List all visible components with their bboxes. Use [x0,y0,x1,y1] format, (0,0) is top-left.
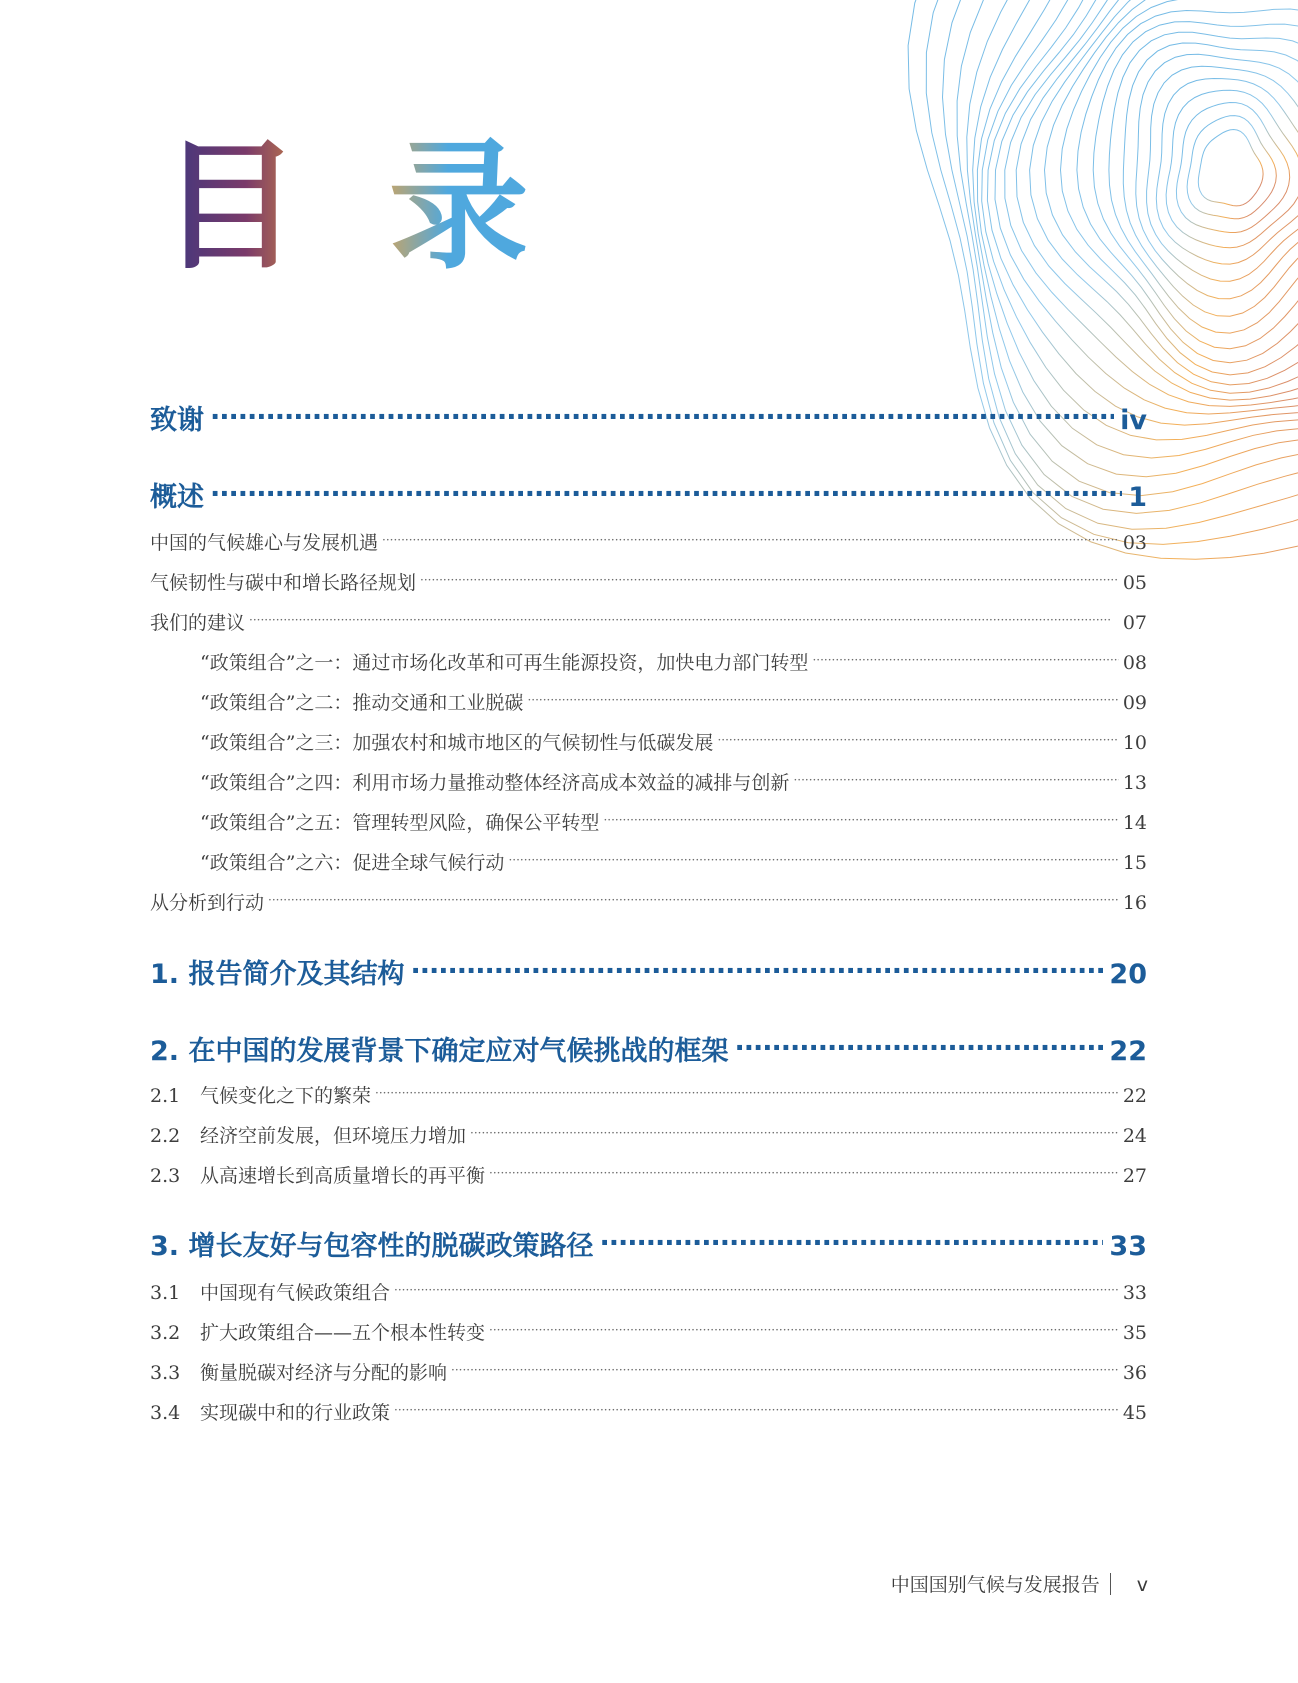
toc-entry[interactable] [150,1318,1147,1345]
toc-page-number: 36 [1122,1362,1147,1384]
toc-leader-dots [489,1163,1119,1182]
toc-leader-dots [451,1360,1119,1379]
toc-leader-dots [812,650,1118,669]
toc-leader-dots [375,1083,1119,1102]
toc-leader-dots [470,1123,1119,1142]
toc-entry-label [150,1318,485,1345]
toc-entry-label: 中国的气候雄心与发展机遇 [150,532,379,554]
toc-entry[interactable] [150,688,1147,715]
toc-entry[interactable] [150,1358,1147,1385]
section-number: 2.3 [150,1165,181,1187]
toc-entry[interactable] [150,648,1147,675]
toc-entry-label [150,1081,371,1108]
toc-entry[interactable] [150,568,1147,595]
toc-leader-dots [599,1228,1103,1255]
toc-page-number: 22 [1109,1036,1147,1067]
section-number: 3.4 [150,1402,181,1424]
toc-page-number: 27 [1122,1165,1147,1187]
toc-entry-label: 1. 报告简介及其结构 [150,959,405,990]
section-number: 2.1 [150,1085,181,1107]
toc-page-number: 33 [1109,1231,1147,1262]
contour-line [1123,43,1298,316]
toc-entry-label: 3. 增长友好与包容性的脱碳政策路径 [150,1231,594,1262]
toc-entry-label: 2. 在中国的发展背景下确定应对气候挑战的框架 [150,1036,729,1067]
toc-page-number: 08 [1122,652,1147,674]
page-title: 目 录 [160,126,549,289]
toc-leader-dots [210,402,1114,429]
toc-entry-label: 气候韧性与碳中和增长路径规划 [150,572,417,594]
toc-page-number: 24 [1122,1125,1147,1147]
toc-leader-dots [793,770,1118,789]
contour-line [1176,103,1289,233]
contour-line [1166,90,1298,248]
toc-entry[interactable] [150,528,1147,555]
toc-entry[interactable] [150,848,1147,875]
toc-entry-label [150,1161,485,1188]
section-title: 气候变化之下的繁荣 [200,1085,372,1107]
toc-entry-label [150,1121,466,1148]
toc-entry-chapter-3[interactable] [150,1224,1147,1263]
toc-page-number: 15 [1122,852,1147,874]
toc-entry-label: “政策组合”之二：推动交通和工业脱碳 [200,692,524,714]
section-title: 扩大政策组合——五个根本性转变 [200,1322,486,1344]
toc-entry[interactable] [150,728,1147,755]
toc-page-number: 07 [1122,612,1147,634]
toc-leader-dots [527,690,1118,709]
toc-entry[interactable] [150,1121,1147,1148]
footer-page-number: v [1136,1574,1148,1596]
toc-entry[interactable] [150,1398,1147,1425]
toc-page-number: 1 [1128,482,1147,513]
toc-page-number: 10 [1122,732,1147,754]
toc-entry-chapter-1[interactable] [150,952,1147,991]
toc-entry-label: “政策组合”之四：利用市场力量推动整体经济高成本效益的减排与创新 [200,772,790,794]
toc-leader-dots [382,530,1119,549]
toc-entry-label: 我们的建议 [150,612,246,634]
section-number: 3.3 [150,1362,181,1384]
section-number: 2.2 [150,1125,181,1147]
toc-page-number: iv [1120,405,1147,436]
toc-leader-dots [603,810,1118,829]
toc-page-number: 14 [1122,812,1147,834]
toc-entry[interactable] [150,1081,1147,1108]
toc-leader-dots [410,956,1103,983]
toc-entry[interactable] [150,768,1147,795]
toc-leader-dots [420,570,1119,589]
toc-entry-label: “政策组合”之六：促进全球气候行动 [200,852,505,874]
toc-page-number: 45 [1122,1402,1147,1424]
toc-page-number: 22 [1122,1085,1147,1107]
toc-leader-dots [268,890,1119,909]
toc-page-number: 33 [1122,1282,1147,1304]
toc-leader-dots [489,1320,1119,1339]
toc-entry[interactable] [150,808,1147,835]
toc-entry[interactable] [150,1161,1147,1188]
toc-page-number: 13 [1122,772,1147,794]
toc-entry-label: “政策组合”之五：管理转型风险，确保公平转型 [200,812,600,834]
section-title: 经济空前发展，但环境压力增加 [200,1125,467,1147]
contour-line [995,0,1298,414]
contour-line [943,0,1298,529]
section-number: 3.2 [150,1322,181,1344]
toc-entry[interactable] [150,888,1147,915]
toc-entry-acknowledgements[interactable] [150,398,1147,437]
toc-entry[interactable] [150,608,1147,635]
toc-entry-label [150,1358,447,1385]
toc-entry[interactable] [150,1278,1147,1305]
toc-leader-dots [717,730,1118,749]
toc-page-number: 35 [1122,1322,1147,1344]
toc-leader-dots [508,850,1118,869]
toc-leader-dots [210,479,1122,506]
toc-page-number: 09 [1122,692,1147,714]
toc-entry-label: 从分析到行动 [150,892,265,914]
toc-entry-label: 概述 [150,482,204,513]
toc-entry-label [150,1278,390,1305]
contour-line [1198,130,1263,206]
toc-entry-label: 致谢 [150,405,204,436]
toc-leader-dots [394,1400,1119,1419]
toc-leader-dots [249,610,1119,629]
contour-line [987,0,1298,425]
contour-line [977,0,1298,458]
toc-entry-label [150,1398,390,1425]
contour-line [1156,79,1298,265]
toc-page-number: 20 [1109,959,1147,990]
toc-page-number: 03 [1122,532,1147,554]
toc-leader-dots [394,1280,1119,1299]
section-title: 中国现有气候政策组合 [200,1282,391,1304]
section-title: 实现碳中和的行业政策 [200,1402,391,1424]
toc-entry-overview[interactable] [150,475,1147,514]
section-title: 衡量脱碳对经济与分配的影响 [200,1362,448,1384]
section-title: 从高速增长到高质量增长的再平衡 [200,1165,486,1187]
section-number: 3.1 [150,1282,181,1304]
toc-entry-label: “政策组合”之一：通过市场化改革和可再生能源投资，加快电力部门转型 [200,652,809,674]
page-footer [891,1570,1148,1597]
toc-page-number: 05 [1122,572,1147,594]
contour-line [1109,32,1298,333]
footer-divider [1110,1573,1111,1595]
toc-leader-dots [734,1033,1103,1060]
toc-entry-chapter-2[interactable] [150,1029,1147,1068]
footer-report-title: 中国国别气候与发展报告 [890,1574,1100,1596]
toc-entry-label: “政策组合”之三：加强农村和城市地区的气候韧性与低碳发展 [200,732,714,754]
toc-page-number: 16 [1122,892,1147,914]
